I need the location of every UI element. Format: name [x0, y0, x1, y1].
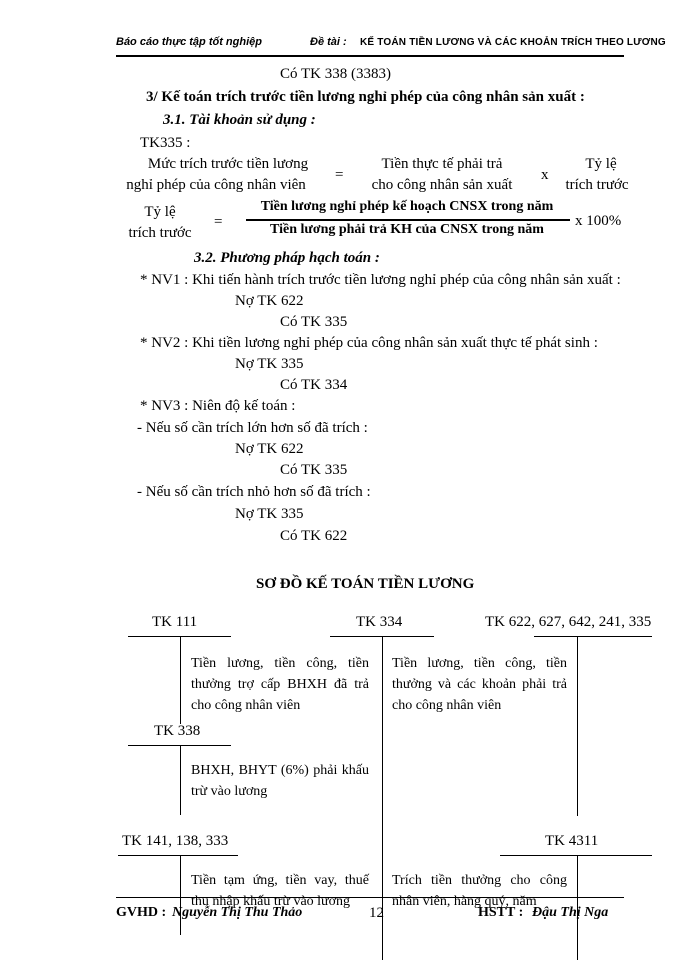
subsection-3-2-title: 3.2. Phương pháp hạch toán : — [194, 250, 380, 266]
formula2-denominator: Tiền lương phải trả KH của CNSX trong năm — [270, 222, 544, 237]
header-topic-label: Đề tài : — [310, 36, 347, 48]
footer-gvhd-label: GVHD : — [116, 905, 167, 920]
account-tk338: TK 338 — [154, 723, 201, 739]
section-3-title: 3/ Kế toán trích trước tiền lương nghỉ phép của công nhân sản xuất : — [146, 89, 585, 105]
formula2-numerator: Tiền lương nghỉ phép kế hoạch CNSX trong năm — [260, 199, 554, 214]
formula2-fraction-bar — [246, 219, 570, 221]
flow-text-141: Tiền tạm ứng, tiền vay, thuế thu nhập khấu trừ vào lương — [191, 873, 369, 909]
nv3-text: * NV3 : Niên độ kế toán : — [140, 398, 296, 414]
flow-text-338: BHXH, BHYT (6%) phải khấu trừ vào lương — [191, 763, 369, 799]
case2-debit: Nợ TK 335 — [235, 506, 304, 522]
flow-text-111-334: Tiền lương, tiền công, tiền thưởng trợ cấp BHXH đã trả cho công nhân viên — [191, 656, 369, 713]
subsection-3-1-title: 3.1. Tài khoản sử dụng : — [163, 112, 316, 128]
t-account-4311-top — [500, 855, 652, 856]
account-tk622-group: TK 622, 627, 642, 241, 335 — [485, 614, 652, 630]
footer-gvhd-name: Nguyễn Thị Thu Thảo — [172, 905, 303, 920]
case2-credit: Có TK 622 — [280, 528, 348, 544]
t-account-338-stem — [180, 745, 181, 815]
flow-text-334-622: Tiền lương, tiền công, tiền thưởng và các khoản phải trả cho công nhân viên — [392, 656, 567, 713]
header-rule — [116, 55, 624, 57]
line-co-3383: Có TK 338 (3383) — [280, 66, 391, 82]
footer-hstt-name: Đậu Thị Nga — [532, 905, 609, 920]
case1-text: - Nếu số cần trích lớn hơn số đã trích : — [137, 420, 368, 436]
nv2-debit: Nợ TK 335 — [235, 356, 304, 372]
account-tk111: TK 111 — [152, 614, 198, 630]
case2-text: - Nếu số cần trích nhỏ hơn số đã trích : — [137, 484, 371, 500]
footer-hstt-label: HSTT : — [478, 905, 524, 920]
header-title: Báo cáo thực tập tốt nghiệp — [116, 36, 262, 48]
t-account-622-top — [534, 636, 652, 637]
formula1-mid-bottom: cho công nhân sản xuất — [371, 177, 513, 193]
t-account-111-stem — [180, 636, 181, 724]
formula2-left-bottom: trích trước — [128, 225, 192, 241]
diagram-title: SƠ ĐỒ KẾ TOÁN TIỀN LƯƠNG — [256, 576, 475, 592]
flow-text-4311: Trích tiền thưởng cho công nhân viên, hàng quý, năm — [392, 873, 567, 909]
tk335-label: TK335 : — [140, 135, 191, 151]
nv1-debit: Nợ TK 622 — [235, 293, 304, 309]
formula1-left-top: Mức trích trước tiền lương — [147, 156, 309, 172]
formula2-left-top: Tỷ lệ — [144, 204, 176, 220]
formula1-right-bottom: trích trước — [565, 177, 629, 193]
nv2-text: * NV2 : Khi tiền lương nghỉ phép của công nhân sản xuất thực tế phát sinh : — [140, 335, 598, 351]
nv1-text: * NV1 : Khi tiến hành trích trước tiền lương nghỉ phép của công nhân sản xuất : — [140, 272, 621, 288]
nv2-credit: Có TK 334 — [280, 377, 348, 393]
account-tk141-group: TK 141, 138, 333 — [122, 833, 229, 849]
account-tk334: TK 334 — [356, 614, 403, 630]
t-account-141-top — [118, 855, 238, 856]
t-account-622-stem — [577, 636, 578, 816]
footer-page-number: 12 — [369, 905, 384, 921]
formula2-multiplier: x 100% — [575, 213, 622, 229]
formula1-right-top: Tỷ lệ — [585, 156, 617, 172]
formula1-mid-top: Tiền thực tế phải trả — [381, 156, 503, 172]
case1-credit: Có TK 335 — [280, 462, 348, 478]
formula1-equals: = — [335, 167, 344, 183]
formula2-equals: = — [214, 214, 223, 230]
nv1-credit: Có TK 335 — [280, 314, 348, 330]
t-account-141-stem — [180, 855, 181, 935]
account-tk4311: TK 4311 — [545, 833, 599, 849]
formula1-times: x — [541, 167, 549, 183]
footer-rule — [116, 897, 624, 898]
formula1-left-bottom: nghỉ phép của công nhân viên — [126, 177, 306, 193]
header-topic: KẾ TOÁN TIỀN LƯƠNG VÀ CÁC KHOẢN TRÍCH THEO LƯƠNG — [360, 37, 666, 48]
case1-debit: Nợ TK 622 — [235, 441, 304, 457]
